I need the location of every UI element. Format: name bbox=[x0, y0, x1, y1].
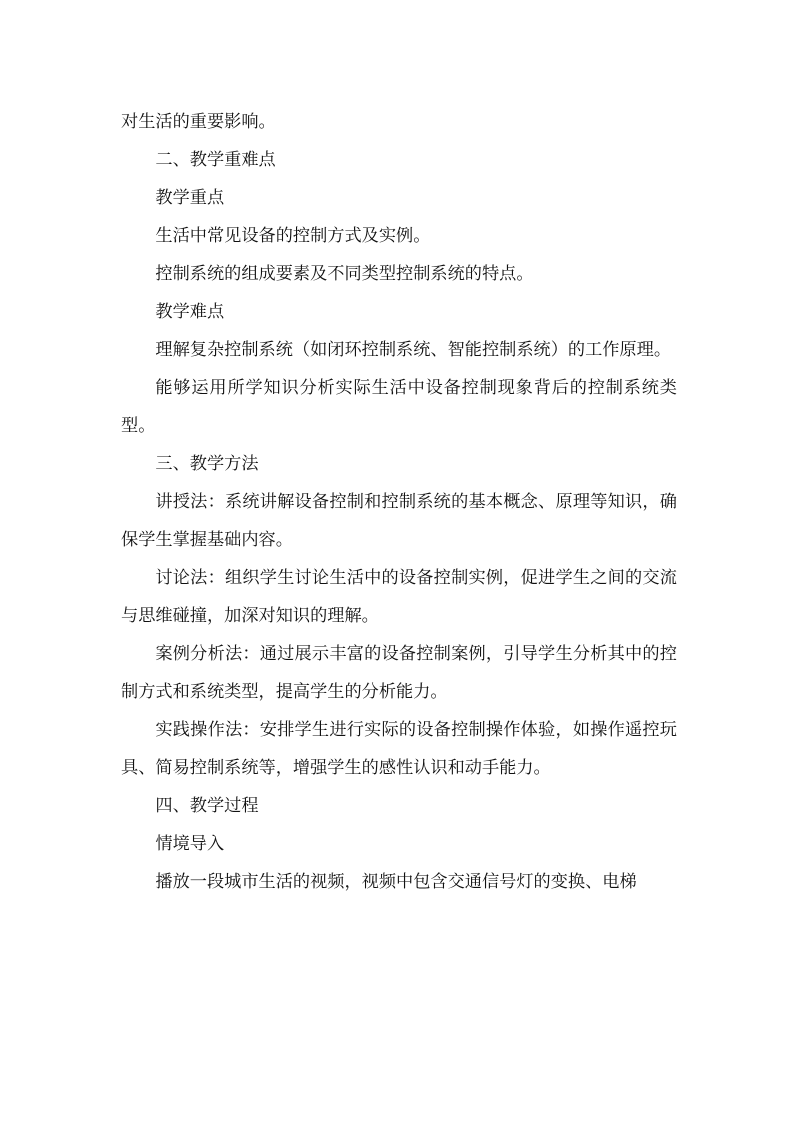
subheading-situational-introduction: 情境导入 bbox=[155, 834, 225, 854]
paragraph: 理解复杂控制系统（如闭环控制系统、智能控制系统）的工作原理。 bbox=[155, 340, 672, 360]
paragraph: 生活中常见设备的控制方式及实例。 bbox=[155, 226, 431, 246]
paragraph: 播放一段城市生活的视频，视频中包含交通信号灯的变换、电梯 bbox=[155, 872, 637, 892]
section-heading-key-difficult-points: 二、教学重难点 bbox=[155, 150, 276, 170]
paragraph: 能够运用所学知识分析实际生活中设备控制现象背后的控制系统类型。 bbox=[121, 378, 677, 436]
subheading-key-points: 教学重点 bbox=[155, 188, 225, 208]
paragraph: 控制系统的组成要素及不同类型控制系统的特点。 bbox=[155, 264, 534, 284]
paragraph-case-analysis-method: 案例分析法：通过展示丰富的设备控制案例，引导学生分析其中的控制方式和系统类型，提高学生的分析能力。 bbox=[121, 644, 677, 702]
paragraph-discussion-method: 讨论法：组织学生讨论生活中的设备控制实例，促进学生之间的交流与思维碰撞，加深对知识的理解。 bbox=[121, 568, 677, 626]
subheading-difficult-points: 教学难点 bbox=[155, 302, 225, 322]
paragraph-practice-method: 实践操作法：安排学生进行实际的设备控制操作体验，如操作遥控玩具、简易控制系统等，增强学生的感性认识和动手能力。 bbox=[121, 720, 677, 778]
paragraph-lecture-method: 讲授法：系统讲解设备控制和控制系统的基本概念、原理等知识，确保学生掌握基础内容。 bbox=[121, 492, 677, 550]
document-body bbox=[121, 103, 677, 901]
section-heading-teaching-methods: 三、教学方法 bbox=[155, 454, 259, 474]
section-heading-teaching-process: 四、教学过程 bbox=[155, 796, 259, 816]
paragraph-continuation: 对生活的重要影响。 bbox=[121, 112, 276, 132]
